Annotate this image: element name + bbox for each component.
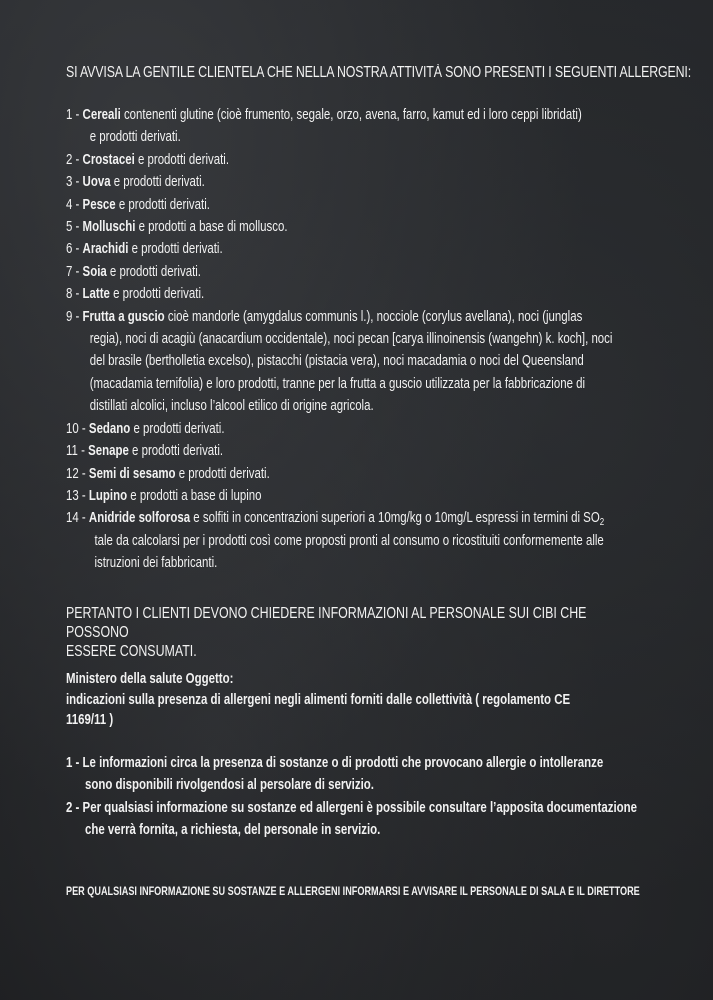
ministry-reference: Ministero della salute Oggetto: indicazioni sulla presenza di allergeni negli alimenti forniti dalle collettività ( regolamento CE 1169/11 ) (66, 671, 571, 728)
allergen-name: Latte (82, 286, 110, 303)
allergen-item-8: 8 - Latte e prodotti derivati. (66, 286, 205, 303)
allergen-item-7: 7 - Soia e prodotti derivati. (66, 263, 201, 280)
allergen-name: Frutta a guscio (82, 308, 165, 325)
allergen-name: Molluschi (82, 219, 136, 236)
allergen-name: Sedano (88, 420, 131, 437)
allergen-item-5: 5 - Molluschi e prodotti a base di mollusco. (66, 219, 288, 236)
allergen-item-9: 9 - Frutta a guscio cioè mandorle (amygdalus communis l.), nocciole (corylus avellana), noci (junglas regia), noci di acagiù (anacardium occidentale), noci pecan [carya illinoinensis (wangehn) k. koch], noci del brasile (bertholletia excelso), pistacchi (pistacia vera), noci macadamia o noci del Queensland (macadamia ternifolia) e loro prodotti, tranne per la frutta a guscio utilizzata per la fabbricazione di distillati alcolici, incluso l’alcool etilico di origine agricola. (66, 308, 613, 415)
allergen-name: Senape (88, 443, 129, 460)
customer-warning: PERTANTO I CLIENTI DEVONO CHIEDERE INFORMAZIONI AL PERSONALE SUI CIBI CHE POSSONO ESSERE CONSUMATI. (66, 605, 587, 660)
allergen-item-2: 2 - Crostacei e prodotti derivati. (66, 151, 230, 168)
allergen-item-1: 1 - Cereali contenenti glutine (cioè frumento, segale, orzo, avena, farro, kamut ed i loro ceppi libridati) e prodotti derivati. (66, 107, 582, 146)
info-item-1: 1 - Le informazioni circa la presenza di sostanze o di prodotti che provocano allergie o intolleranze sono disponibili rivolgendosi al persolare di servizio. (66, 755, 604, 794)
allergen-name: Soia (82, 263, 107, 280)
notice-heading: SI AVVISA LA GENTILE CLIENTELA CHE NELLA NOSTRA ATTIVITÀ SONO PRESENTI I SEGUENTI ALLERGENI: (66, 64, 692, 81)
allergen-name: Anidride solforosa (88, 510, 191, 527)
allergen-item-14: 14 - Anidride solforosa e solfiti in concentrazioni superiori a 10mg/kg o 10mg/L espressi in termini di $SO_2$ tale da calcolarsi per i prodotti così come proposti pronti al consumo o ricostituiti conformemente alle istruzioni dei fabbricanti. (66, 510, 605, 572)
info-item-2: 2 - Per qualsiasi informazione su sostanze ed allergeni è possibile consultare l’apposita documentazione che verrà fornita, a richiesta, del personale in servizio. (66, 799, 637, 839)
allergen-item-12: 12 - Semi di sesamo e prodotti derivati. (66, 465, 270, 482)
allergen-name: Crostacei (82, 151, 135, 168)
allergen-name: Pesce (82, 196, 116, 213)
allergen-name: Uova (82, 174, 111, 191)
allergen-item-10: 10 - Sedano e prodotti derivati. (66, 420, 225, 437)
footer-notice: PER QUALSIASI INFORMAZIONE SU SOSTANZE E ALLERGENI INFORMARSI E AVVISARE IL PERSONALE DI SALA E IL DIRETTORE (66, 884, 640, 898)
allergen-item-6: 6 - Arachidi e prodotti derivati. (66, 241, 223, 258)
allergen-item-3: 3 - Uova e prodotti derivati. (66, 174, 205, 191)
allergen-name: Semi di sesamo (88, 465, 176, 482)
allergen-item-13: 13 - Lupino e prodotti a base di lupino (66, 487, 262, 504)
allergen-item-4: 4 - Pesce e prodotti derivati. (66, 196, 210, 213)
allergen-name: Lupino (88, 487, 128, 504)
allergen-list (66, 104, 666, 575)
info-list (66, 752, 674, 842)
allergen-item-11: 11 - Senape e prodotti derivati. (66, 443, 224, 460)
allergen-name: Arachidi (82, 241, 129, 258)
allergen-name: Cereali (82, 107, 121, 123)
